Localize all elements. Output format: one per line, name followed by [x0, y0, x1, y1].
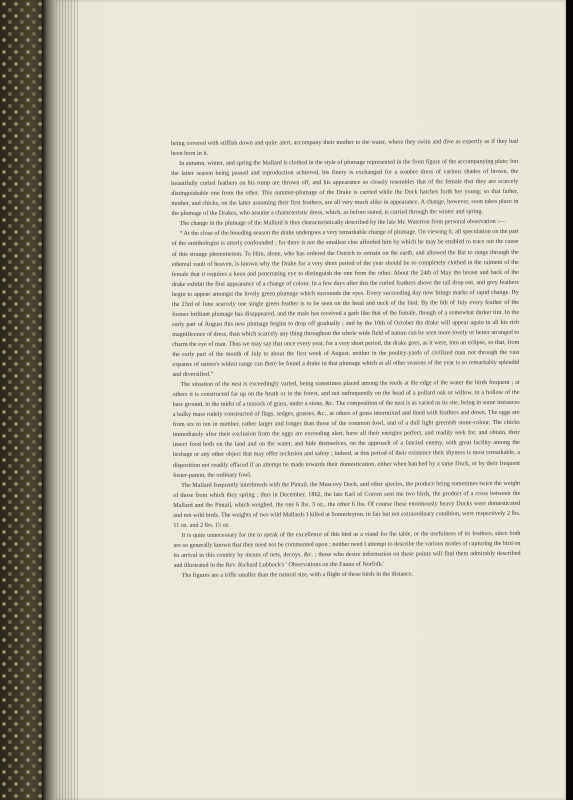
paragraph: The Mallard frequently interbreeds with the Pintail, the Muscovy Duck, and other species, the produce being sometimes twice the weight of those from which they spring : thus in December, 1862, the late Earl of Craven sent me two birds, the product of a cross between the Mallard and the Pintail, which weighed, the one 6 lbs. 3 oz., the other 6 lbs. Of course these enormously heavy Ducks were domesticated and not wild birds. The weights of two wild Mallards I killed at Somerleyton, in fair but not extraordinary condition, were respectively 2 lbs. 11 oz. and 2 lbs. 15 oz.	[173, 480, 521, 529]
gutter-shadow	[42, 0, 56, 800]
page-body-text	[171, 137, 521, 581]
paragraph: It is quite unnecessary for me to speak of the excellence of this bird as a viand for the table, or the usefulness of its feathers, since both are so generally known that they need not be commented upon ; neither need I attempt to describe the various modes of capturing the bird on its arrival in this country by means of nets, decoys, &c. ; those who desire information on these points will find them admirably described and illustrated in the Rev. Richard Lubbock's ' Observations on the Fauna of Norfolk.'	[173, 530, 521, 569]
paragraph: The figures are a trifle smaller than the natural size, with a flight of these birds in the distance.	[181, 571, 414, 579]
paragraph: being covered with stiffish down and quite alert, accompany their mother to the water, where they swim and dive as expertly as if they had been born in it.	[171, 138, 519, 158]
paragraph: The situation of the nest is exceedingly varied, being sometimes placed among the reeds at the edge of the water the birds frequent ; at others it is constructed far up on the heath or in the forest, and not unfrequently on the head of a pollard oak or willow, in a hollow of the bare ground, in the midst of a tussock of grass, under a stone, &c. The composition of the nest is as varied as its site, being in some instances a bulky mass rudely constructed of flags, sedges, grasses, &c., at others of grass intermixed and lined with feathers and down. The eggs are from six to ten in number, rather larger and longer than those of the common fowl, and of a dull light greenish stone-colour. The chicks immediately after their exclusion from the eggs are exceeding alert, have all their energies perfect, and readily seek for, and obtain, their insect food both on the land and on the water, and hide themselves, on the approach of a fancied enemy, with great facility among the herbage or any other object that may offer seclusion and safety ; indeed, at this period of their existence their shyness is most remarkable, a disposition not readily effaced if an attempt be made towards their domestication, either when hatched by a tame Duck, or by their frequent foster-parent, the ordinary fowl.	[172, 380, 521, 479]
paragraph: In autumn, winter, and spring the Mallard is clothed in the style of plumage represented in the front figure of the accompanying plate; but the latter season being passed and reproduction achieved, his finery is exchanged for a sombre dress of various shades of brown, the beautifully curled feathers on his rump are thrown off, and his appearance so closely resembles that of the female that they are scarcely distinguishable one from the other. This summer-plumage of the Drake is carried while the Duck hatches forth her young; so that father, mother, and chicks, on the latter assuming their first feathers, are all very much alike in appearance. A change, however, soon takes place in the plumage of the Drakes, who assume a characteristic dress, which, as before stated, is carried through the winter and spring.	[171, 158, 519, 218]
page-right-border	[566, 0, 573, 800]
paragraph: The change in the plumage of the Mallard is thus characteristically described by the late Mr. Waterton from personal observation :—	[179, 219, 506, 228]
page-edges	[56, 0, 80, 800]
paragraph: “ At the close of the breeding-season the drake undergoes a very remarkable change of plumage. On viewing it, all speculation on the part of the ornithologist is utterly confounded ; for there is not the smallest clue afforded him by which he may be enabled to trace out the cause of this strange phenomenon. To Him, alone, who has ordered the Ostrich to remain on the earth, and allowed the Bat to range through the ethereal vault of heaven, is known why the Drake for a very short period of the year should be so completely clothed in the raiment of the female that it requires a keen and penetrating eye to distinguish the one from the other. About the 24th of May the breast and back of the drake exhibit the first appearance of a change of colour. In a few days after this the curled feathers above the tail drop out, and grey feathers begin to appear amongst the lovely green plumage which surrounds the eyes. Every succeeding day now brings marks of rapid change. By the 23rd of June scarcely one single green feather is to be seen on the head and neck of the bird. By the 6th of July every feather of the former brilliant plumage has disappeared, and the male has received a garb like that of the female, though of a somewhat darker tint. In the early part of August this new plumage begins to drop off gradually ; and by the 10th of October the drake will appear again in all his rich magnificence of dress, than which scarcely any thing throughout the whole wide field of nature can be seen more lovely or better arranged to charm the eye of man. Thus we may say that once every year, for a very short period, the drake goes, as it were, into an eclipse, so that, from the early part of the month of July to about the first week of August, neither in the poultry-yards of civilized man nor through the vast expanse of nature's widest range can there be found a drake in that plumage which at all other seasons of the year is so remarkably splendid and diversified.”	[171, 229, 520, 379]
